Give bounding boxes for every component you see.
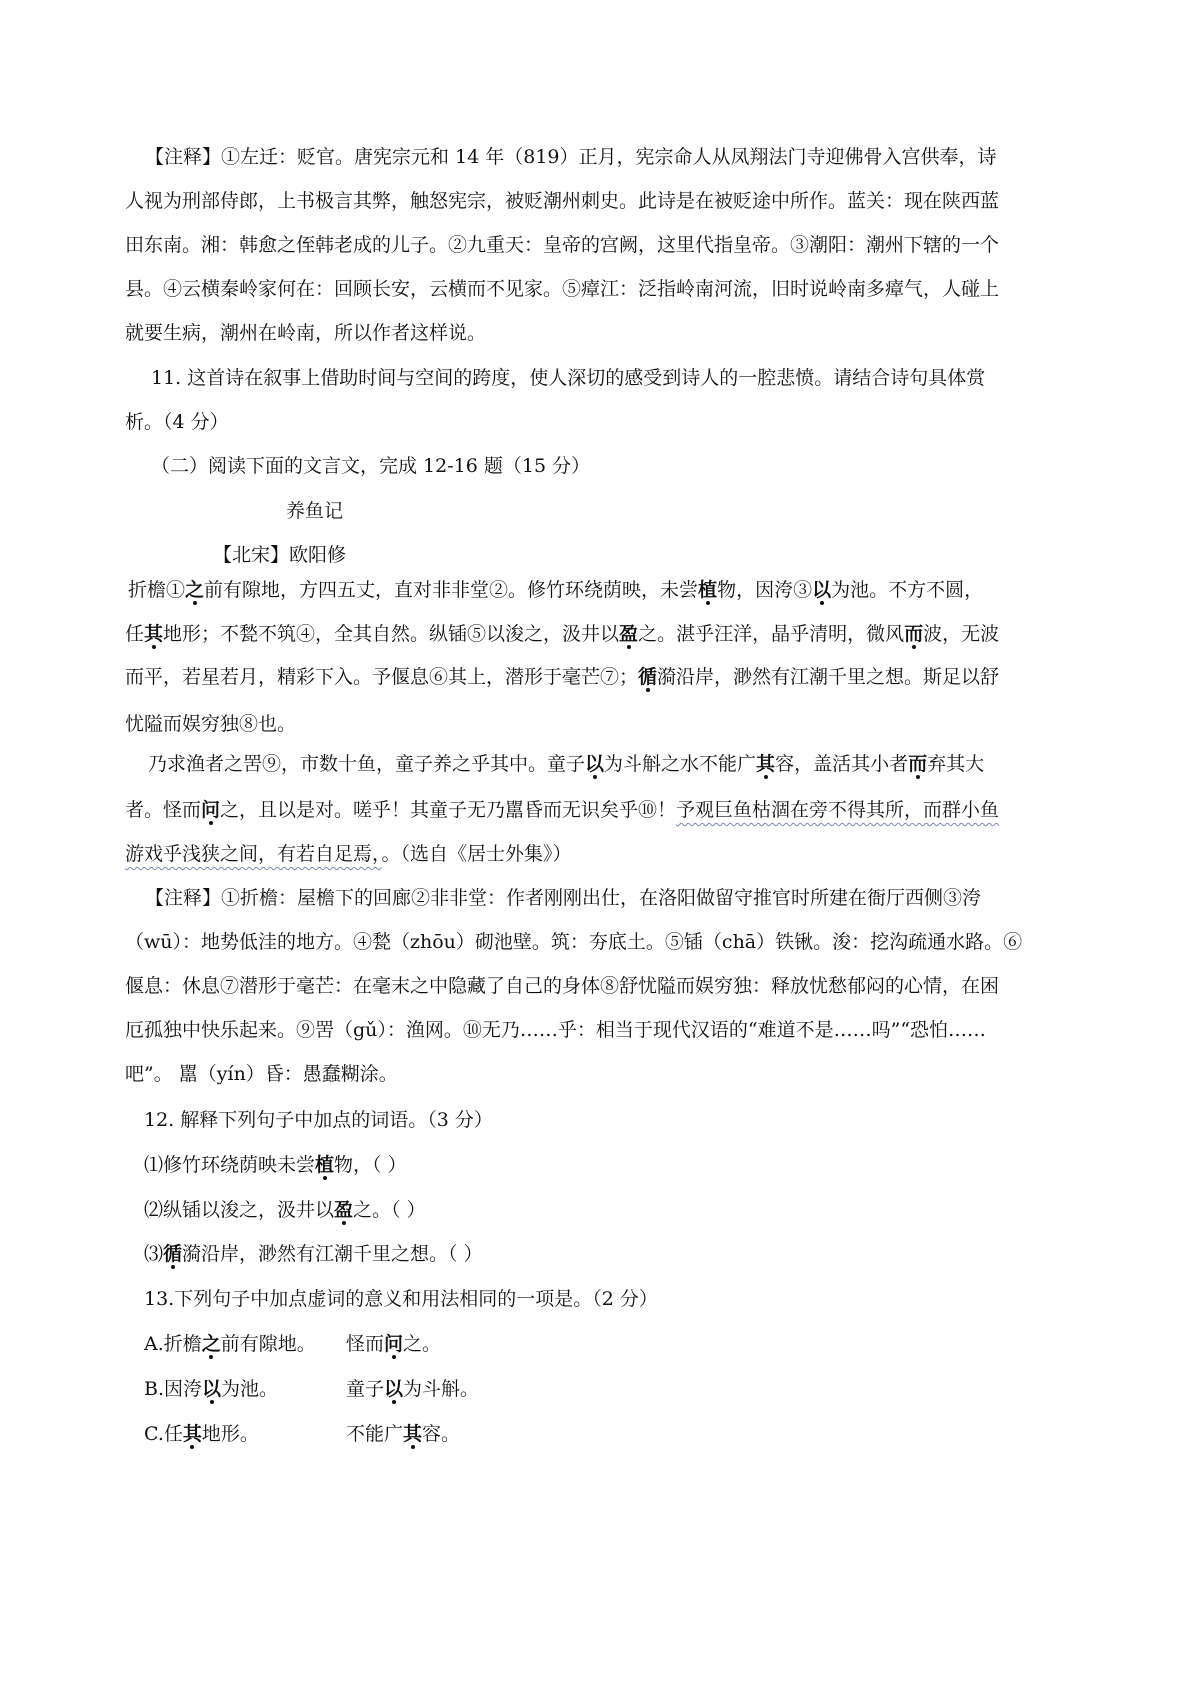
dotted-word: 之: [185, 579, 205, 601]
passage-p2-line-2: 者。怪而问之，且以是对。嗟乎！其童子无乃嚚昏而无识矣乎⑩！予观巨鱼枯涸在旁不得其所，而群小鱼: [125, 799, 1000, 821]
notes1-line-1: 【注释】①左迁：贬官。唐宪宗元和 14 年（819）正月，宪宗命人从凤翔法门寺迎佛骨入宫供奉，诗: [145, 146, 997, 168]
question-13-option-b-pair: 童子以为斗斛。: [346, 1378, 480, 1400]
notes2-line-3: 偃息：休息⑦潜形于毫芒：在毫末之中隐藏了自己的身体⑧舒忧隘而娱穷独：释放忧愁郁闷的心情，在困: [125, 975, 1000, 997]
dotted-word: 其: [182, 1423, 202, 1445]
notes1-line-5: 就要生病，潮州在岭南，所以作者这样说。: [125, 322, 487, 344]
dotted-word: 问: [201, 799, 221, 821]
dotted-word: 其: [403, 1423, 423, 1445]
section-heading: （二）阅读下面的文言文，完成 12-16 题（15 分）: [151, 455, 591, 477]
dotted-word: 其: [144, 623, 164, 645]
wavy-underlined-text: 游戏乎浅狭之间，有若自足焉，: [125, 843, 382, 865]
dotted-word: 以: [585, 753, 605, 775]
passage-p1-line-3: 而平，若星若月，精彩下入。予偃息⑥其上，潜形于毫芒⑦；循漪沿岸，渺然有江潮千里之想。斯足以舒: [125, 666, 1000, 688]
notes2-line-2: （wū）：地势低洼的地方。④甃（zhōu）砌池壁。筑：夯底土。⑤锸（chā）铁锹。浚：挖沟疏通水路。⑥: [125, 931, 1023, 953]
dotted-word: 循: [163, 1243, 183, 1265]
question-12-item-1: ⑴修竹环绕荫映未尝植物，（ ）: [144, 1154, 407, 1176]
passage-p2-line-1: 乃求渔者之罟⑨，市数十鱼，童子养之乎其中。童子以为斗斛之水不能广其容，盖活其小者而弃其大: [148, 753, 985, 775]
question-13-stem: 13.下列句子中加点虚词的意义和用法相同的一项是。（2 分）: [144, 1288, 658, 1310]
question-13-option-a: A.折檐之前有隙地。: [144, 1333, 316, 1355]
dotted-word: 植: [698, 579, 718, 601]
dotted-word: 其: [756, 753, 776, 775]
passage-p2-line-3: 游戏乎浅狭之间，有若自足焉，。（选自《居士外集》）: [125, 843, 572, 865]
dotted-word: 以: [384, 1378, 404, 1400]
notes1-line-2: 人视为刑部侍郎，上书极言其弊，触怒宪宗，被贬潮州刺史。此诗是在被贬途中所作。蓝关：现在陕西蓝: [125, 190, 1000, 212]
dotted-word: 之: [201, 1333, 221, 1355]
question-13-option-b: B.因洿以为池。: [144, 1378, 279, 1400]
dotted-word: 循: [638, 666, 658, 688]
dotted-word: 植: [315, 1154, 335, 1176]
notes2-line-5: 吧”。 嚚（yín）昏：愚蠢糊涂。: [125, 1063, 398, 1085]
dotted-word: 以: [812, 579, 832, 601]
passage-author: 【北宋】欧阳修: [213, 544, 347, 566]
notes2-line-1: 【注释】①折檐：屋檐下的回廊②非非堂：作者刚刚出仕，在洛阳做留守推官时所建在衙厅西侧③洿: [145, 887, 982, 909]
dotted-word: 而: [904, 623, 924, 645]
question-11-line-1: 11. 这首诗在叙事上借助时间与空间的跨度，使人深切的感受到诗人的一腔悲愤。请结合诗句具体赏: [151, 367, 986, 389]
notes1-line-3: 田东南。湘：韩愈之侄韩老成的儿子。②九重天：皇帝的宫阙，这里代指皇帝。③潮阳：潮州下辖的一个: [125, 234, 1000, 256]
passage-p1-line-2: 任其地形；不甃不筑④，全其自然。纵锸⑤以浚之，汲井以盈之。湛乎汪洋，晶乎清明，微风而波，无波: [125, 623, 1000, 645]
wavy-underlined-text: 予观巨鱼枯涸在旁不得其所，而群小鱼: [676, 799, 1000, 821]
notes2-line-4: 厄孤独中快乐起来。⑨罟（gǔ）：渔网。⑩无乃……乎：相当于现代汉语的“难道不是……吗”“恐怕……: [125, 1019, 987, 1041]
dotted-word: 盈: [619, 623, 639, 645]
dotted-word: 问: [384, 1333, 404, 1355]
question-13-option-c-pair: 不能广其容。: [346, 1423, 461, 1445]
question-12-item-2: ⑵纵锸以浚之，汲井以盈之。（ ）: [144, 1199, 426, 1221]
passage-p1-line-1: 折檐①之前有隙地，方四五丈，直对非非堂②。修竹环绕荫映，未尝植物，因洿③以为池。不方不圆，: [128, 579, 984, 601]
passage-p1-line-4: 忧隘而娱穷独⑧也。: [125, 713, 297, 735]
question-12-stem: 12. 解释下列句子中加点的词语。（3 分）: [144, 1109, 493, 1131]
question-11-line-2: 析。（4 分）: [125, 411, 229, 433]
passage-title: 养鱼记: [286, 500, 344, 522]
question-13-option-a-pair: 怪而问之。: [346, 1333, 442, 1355]
dotted-word: 而: [908, 753, 928, 775]
dotted-word: 以: [202, 1378, 222, 1400]
dotted-word: 盈: [334, 1199, 354, 1221]
question-12-item-3: ⑶循漪沿岸，渺然有江潮千里之想。（ ）: [144, 1243, 483, 1265]
notes1-line-4: 县。④云横秦岭家何在：回顾长安，云横而不见家。⑤瘴江：泛指岭南河流，旧时说岭南多瘴气，人碰上: [125, 278, 1000, 300]
question-13-option-c: C.任其地形。: [144, 1423, 259, 1445]
